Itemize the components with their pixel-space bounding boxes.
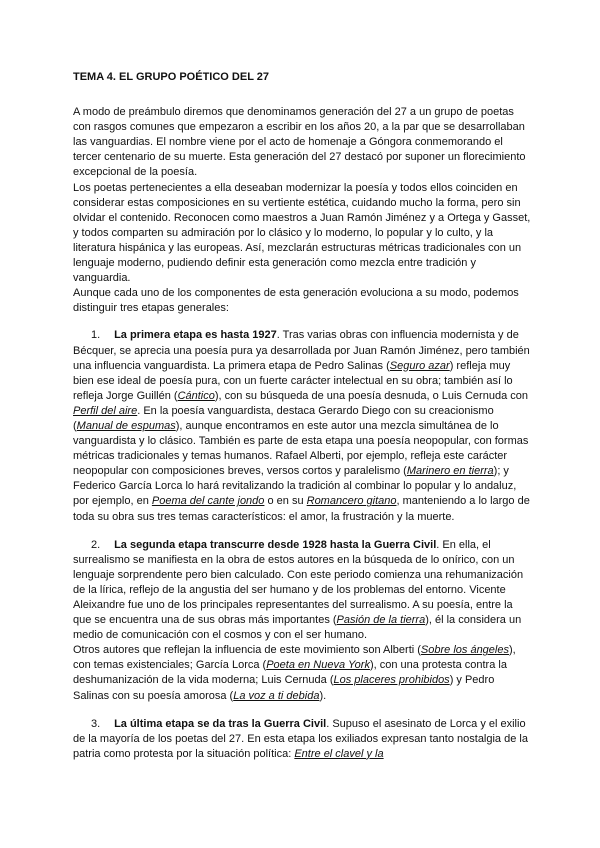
stage-text: ), aunque encontramos en este autor una mezcla simultánea de lo vanguardista y lo clásico. También es parte de esta etapa una poesía neopopular, con formas métricas tradicionales y temas humanos. Rafael Alberti, por ejemplo, refleja este carácter neopopular con composiciones breves, versos cortos y paralelismo ( xyxy=(73,419,529,478)
work-title: Poema del cante jondo xyxy=(151,495,265,508)
work-title: Manual de espumas xyxy=(76,419,176,432)
work-title: Marinero en tierra xyxy=(406,465,494,478)
stage-heading: La primera etapa es hasta 1927 xyxy=(114,329,277,342)
work-title: Los placeres prohibidos xyxy=(333,674,450,687)
stage-text: ), con temas existenciales; García Lorca ( xyxy=(73,644,516,672)
stage-text: ), con una protesta contra la deshumanización de la vida moderna; Luis Cernuda ( xyxy=(73,659,507,687)
intro-paragraph: Los poetas pertenecientes a ella deseaban modernizar la poesía y todos ellos coinciden en considerar estas composiciones en su vertiente estética, cuidando mucho la forma, pero sin olvidar el contenido. Reconocen como maestros a Juan Ramón Jiménez y a Ortega y Gasset, y todos comparten su admiración por lo clásico y lo moderno, lo popular y lo culto, y la literatura hispánica y las europeas. Así, mezclarán estructuras métricas tradicionales con un lenguaje moderno, pudiendo definir esta generación como mezcla entre tradición y vanguardia. xyxy=(73,181,531,285)
stage-2-item xyxy=(73,538,533,704)
stage-text: ); y Federico García Lorca lo hará revitalizando la tradición al combinar lo popular y lo andaluz, por ejemplo, en xyxy=(73,465,517,508)
stage-text: Otros autores que reflejan la influencia de este movimiento son Alberti ( xyxy=(73,644,421,657)
stage-heading: La segunda etapa transcurre desde 1928 hasta la Guerra Civil xyxy=(114,538,437,551)
stage-text: o en su xyxy=(264,495,307,508)
stage-text: . En la poesía vanguardista, destaca Gerardo Diego con su creacionismo ( xyxy=(73,404,494,432)
intro-paragraph: Aunque cada uno de los componentes de esta generación evoluciona a su modo, podemos distinguir tres etapas generales: xyxy=(73,287,519,315)
work-title: Pasión de la tierra xyxy=(336,614,426,627)
stage-heading: La última etapa se da tras la Guerra Civil xyxy=(114,717,327,730)
stage-text: . En ella, el surrealismo se manifiesta en la obra de estos autores en la búsqueda de lo onírico, con un lenguaje sorprendente pero bien calculado. Con este periodo comienza una rehumanización de la lírica, reflejo de la angustia del ser humano y de los problemas del entorno. Vicente Aleixandre fue uno de los principales representantes del surrealismo. A su poesía, entre la que se encuentra una de sus obras más importantes ( xyxy=(73,538,524,627)
list-number: 3. xyxy=(91,717,101,730)
stage-text: ). xyxy=(319,689,327,702)
work-title: Cántico xyxy=(177,389,215,402)
stage-text: ) y Pedro Salinas con su poesía amorosa ( xyxy=(73,674,495,702)
stage-text: ) refleja muy bien ese ideal de poesía pura, con un fuerte carácter intelectual en su obra; también así lo refleja Jorge Guillén ( xyxy=(73,359,513,402)
work-title: La voz a ti debida xyxy=(233,689,320,702)
stage-text: . Tras varias obras con influencia modernista y de Bécquer, se aprecia una poesía pura ya desarrollada por Juan Ramón Jiménez, pero también una influencia vanguardista. La primera etapa de Pedro Salinas ( xyxy=(73,329,530,372)
document-title: TEMA 4. EL GRUPO POÉTICO DEL 27 xyxy=(73,71,270,83)
stage-1-item xyxy=(73,328,533,524)
work-title: Poeta en Nueva York xyxy=(266,659,370,672)
list-number: 1. xyxy=(91,329,101,342)
work-title: Entre el clavel y la xyxy=(294,747,384,760)
work-title: Romancero gitano xyxy=(306,495,397,508)
document-page xyxy=(73,70,533,775)
stage-3-item xyxy=(73,717,533,762)
list-number: 2. xyxy=(91,538,101,551)
intro-paragraph: A modo de preámbulo diremos que denominamos generación del 27 a un grupo de poetas con rasgos comunes que empezaron a escribir en los años 20, a la par que se desarrollaban las vanguardias. El nombre viene por el acto de homenaje a Góngora conmemorando el tercer centenario de su muerte. Esta generación del 27 destacó por suponer un florecimiento excepcional de la poesía. xyxy=(73,106,526,179)
work-title: Perfil del aire xyxy=(73,404,138,417)
stage-text: , manteniendo a lo largo de toda su obra sus tres temas característicos: el amor, la frustración y la muerte. xyxy=(73,495,530,523)
work-title: Sobre los ángeles xyxy=(420,644,509,657)
stage-text: . Supuso el asesinato de Lorca y el exilio de la mayoría de los poetas del 27. En esta etapa los exiliados expresan tanto nostalgia de la patria como protesta por la situación política: xyxy=(73,717,528,760)
stage-text: ), él la considera un medio de comunicación con el cosmos y con el ser humano. xyxy=(73,614,522,642)
stage-text: ), con su búsqueda de una poesía desnuda, o Luis Cernuda con xyxy=(214,389,528,402)
intro-section xyxy=(73,105,533,316)
work-title: Seguro azar xyxy=(389,359,450,372)
